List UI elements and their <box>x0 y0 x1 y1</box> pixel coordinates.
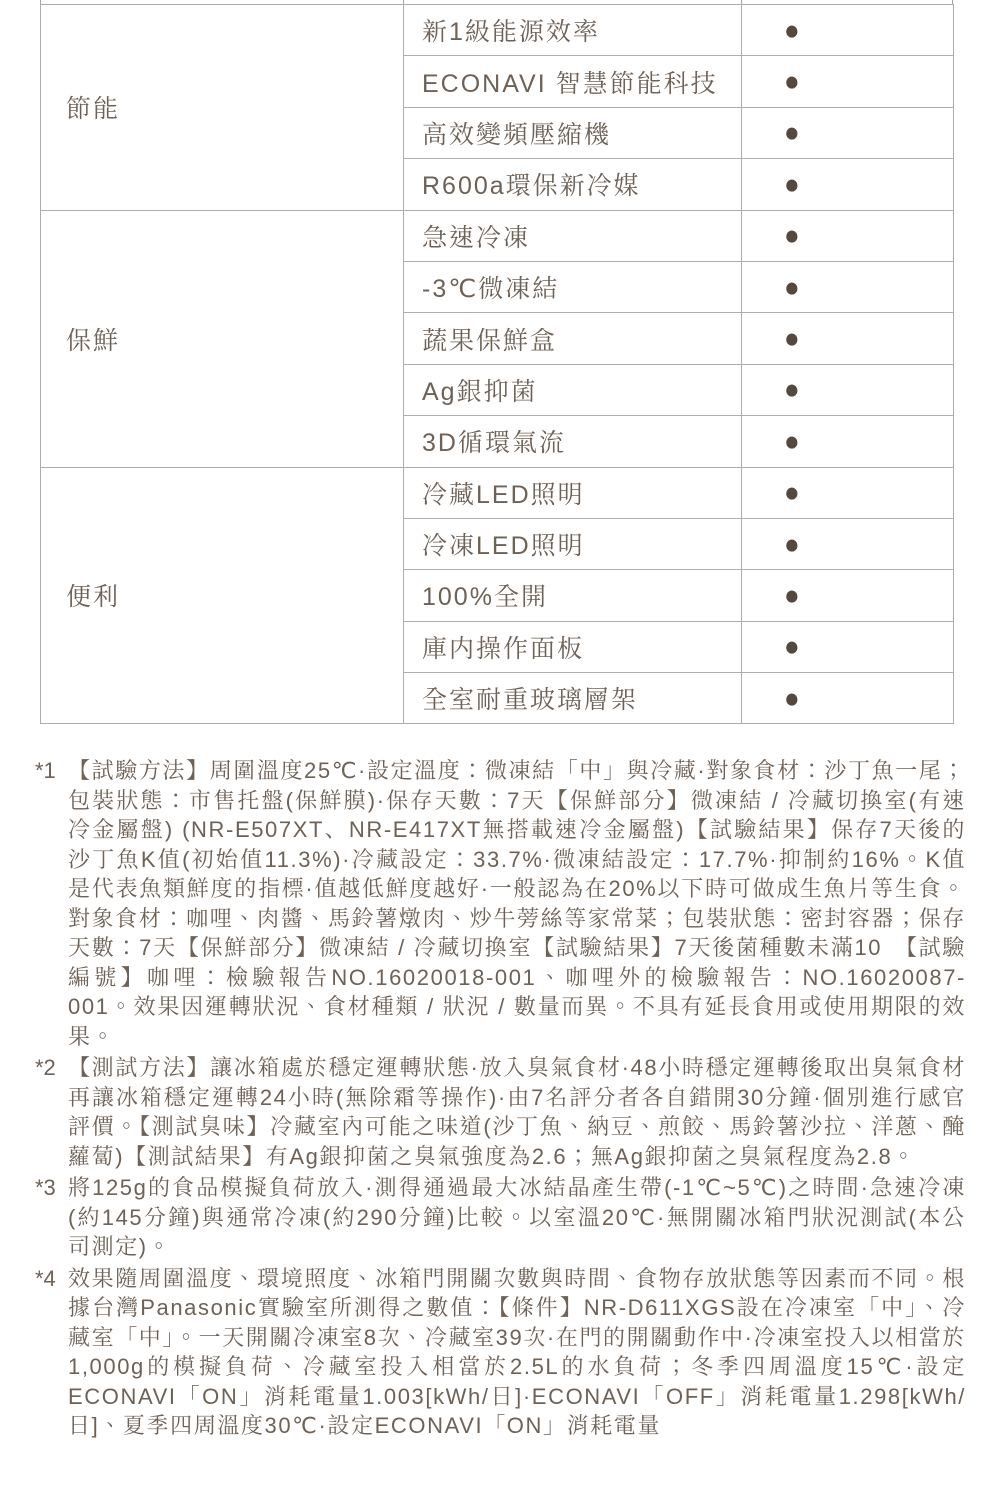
feature-dot-cell <box>742 518 954 569</box>
feature-cell: 庫内操作面板 <box>404 621 742 672</box>
footnote-text: 【測試方法】讓冰箱處於穩定運轉狀態·放入臭氣食材·48小時穩定運轉後取出臭氣食材再讓冰箱穩定運轉24小時(無除霜等操作)·由7名評分者各自錯開30分鐘·個別進行感官評價。【測試臭味】冷藏室內可能之味道(沙丁魚、納豆、煎餃、馬鈴薯沙拉、洋蔥、醃蘿蔔)【測試結果】有Ag銀抑菌之臭氣強度為2.6；無Ag銀抑菌之臭氣程度為2.8。 <box>68 1055 966 1169</box>
feature-cell: 冷凍LED照明 <box>404 518 742 569</box>
included-dot-icon: ● <box>784 167 800 201</box>
included-dot-icon: ● <box>784 219 800 252</box>
included-dot-icon: ● <box>784 681 800 714</box>
feature-cell: 高效變頻壓縮機 <box>404 107 742 158</box>
included-dot-icon: ● <box>784 116 800 149</box>
included-dot-icon: ● <box>784 476 800 509</box>
feature-cell: 3D循環氣流 <box>404 416 742 467</box>
included-dot-icon: ● <box>784 270 800 303</box>
feature-dot-cell <box>742 5 954 56</box>
footnote-marker: *2 <box>35 1055 56 1081</box>
feature-dot-cell <box>742 261 954 312</box>
feature-dot-cell <box>742 621 954 672</box>
footnote-text: 效果隨周圍溫度、環境照度、冰箱門開關次數與時間、食物存放狀態等因素而不同。根據台灣Panasonic實驗室所測得之數值：【條件】NR-D611XGS設在冷凍室「中」、冷藏室「中」。一天開關冷凍室8次、冷藏室39次·在門的開關動作中·冷凍室投入以相當於1,000g的模擬負荷、冷藏室投入相當於2.5L的水負荷；冬季四周溫度15℃·設定ECONAVI「ON」消耗電量1.003[kWh/日]·ECONAVI「OFF」消耗電量1.298[kWh/日]、夏季四周溫度30℃·設定ECONAVI「ON」消耗電量 <box>68 1265 966 1439</box>
table-border-stub <box>952 0 953 4</box>
footnote-marker: *1 <box>35 758 56 784</box>
table-row <box>41 5 954 56</box>
included-dot-icon: ● <box>784 527 800 560</box>
category-cell-energy: 節能 <box>41 5 404 211</box>
feature-dot-cell <box>742 673 954 724</box>
feature-cell: Ag銀抑菌 <box>404 364 742 415</box>
footnote-4 <box>35 1264 966 1441</box>
footnote-marker: *4 <box>35 1265 56 1291</box>
feature-dot-cell <box>742 364 954 415</box>
category-cell-convenience: 便利 <box>41 467 404 724</box>
spec-table <box>40 4 954 724</box>
table-row <box>41 210 954 261</box>
category-cell-freshness: 保鮮 <box>41 210 404 467</box>
included-dot-icon: ● <box>784 630 800 663</box>
feature-cell: 100%全開 <box>404 570 742 621</box>
feature-dot-cell <box>742 467 954 518</box>
footnote-text: 將125g的食品模擬負荷放入·測得通過最大冰結晶產生帶(-1℃~5℃)之時間·急速冷凍(約145分鐘)與通常冷凍(約290分鐘)比較。以室溫20℃·無開關冰箱門狀況測試(本公司測定)。 <box>68 1175 966 1260</box>
table-row <box>41 467 954 518</box>
footnotes-section <box>35 756 966 1441</box>
feature-cell: 冷藏LED照明 <box>404 467 742 518</box>
feature-dot-cell <box>742 416 954 467</box>
feature-cell: 全室耐重玻璃層架 <box>404 673 742 724</box>
included-dot-icon: ● <box>784 64 800 98</box>
feature-dot-cell <box>742 107 954 158</box>
feature-dot-cell <box>742 159 954 210</box>
included-dot-icon: ● <box>784 321 800 355</box>
feature-cell: ECONAVI 智慧節能科技 <box>404 56 742 107</box>
footnote-3 <box>35 1173 966 1262</box>
table-border-stub <box>40 0 41 4</box>
table-border-stub <box>741 0 742 4</box>
footnote-1 <box>35 756 966 1051</box>
feature-cell: R600a環保新冷媒 <box>404 159 742 210</box>
included-dot-icon: ● <box>784 373 800 406</box>
feature-dot-cell <box>742 56 954 107</box>
feature-cell: 蔬果保鮮盒 <box>404 313 742 364</box>
footnote-marker: *3 <box>35 1175 56 1201</box>
table-top-partial-row <box>40 0 953 4</box>
footnote-text: 【試驗方法】周圍溫度25℃·設定溫度：微凍結「中」與冷藏·對象食材：沙丁魚一尾；包裝狀態：市售托盤(保鮮膜)·保存天數：7天【保鮮部分】微凍結 / 冷藏切換室(有速冷金屬盤) (NR-E507XT、NR-E417XT無搭載速冷金屬盤)【試驗結果】保存7天後的沙丁魚K值(初始值11.3%)·冷藏設定：33.7%·微凍結設定：17.7%·抑制約16%。K值是代表魚類鮮度的指標·值越低鮮度越好·一般認為在20%以下時可做成生魚片等生食。對象食材：咖哩、肉醬、馬鈴薯燉肉、炒牛蒡絲等家常菜；包裝狀態：密封容器；保存天數：7天【保鮮部分】微凍結 / 冷藏切換室【試驗結果】7天後菌種數未滿10 【試驗編號】咖哩：檢驗報告NO.16020018-001、咖哩外的檢驗報告：NO.16020087-001。效果因運轉狀況、食材種類 / 狀況 / 數量而異。不具有延長食用或使用期限的效果。 <box>68 758 966 1049</box>
included-dot-icon: ● <box>784 424 800 458</box>
feature-cell: 急速冷凍 <box>404 210 742 261</box>
table-border-stub <box>403 0 404 4</box>
included-dot-icon: ● <box>784 13 800 46</box>
included-dot-icon: ● <box>784 578 800 612</box>
feature-dot-cell <box>742 210 954 261</box>
footnote-2 <box>35 1053 966 1171</box>
feature-cell: -3℃微凍結 <box>404 261 742 312</box>
feature-cell: 新1級能源效率 <box>404 5 742 56</box>
feature-dot-cell <box>742 313 954 364</box>
feature-dot-cell <box>742 570 954 621</box>
